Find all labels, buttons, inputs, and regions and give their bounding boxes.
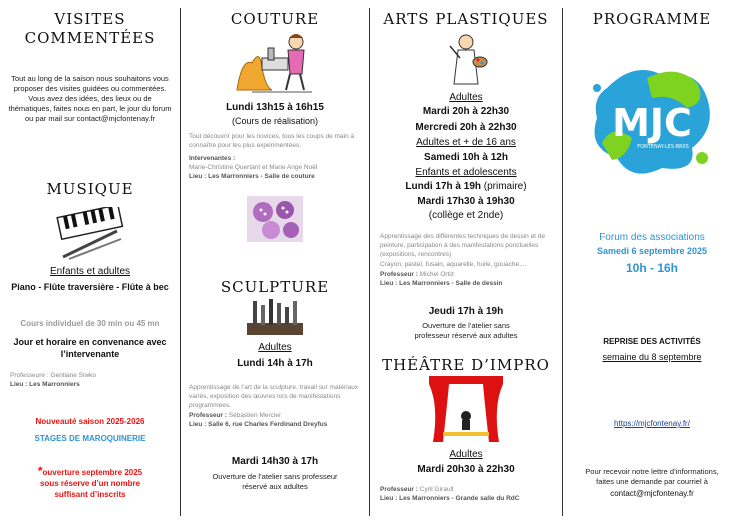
contact-email[interactable]: contact@mjcfontenay.fr <box>610 489 694 498</box>
nouveaute-title: Nouveauté saison 2025-2026 <box>35 417 145 426</box>
website-link[interactable]: https://mjcfontenay.fr/ <box>614 419 690 428</box>
arts-materiaux: Crayon, pastel, fusain, aquarelle, huile, gouache,... <box>380 261 527 268</box>
sculpture-tools-illustration <box>181 297 369 337</box>
arts-sans-prof: Ouverture de l’atelier sans professeur réservé aux adultes <box>414 321 518 340</box>
column-arts-theatre <box>370 0 562 523</box>
sculpture-audience: Adultes <box>258 342 292 353</box>
newsletter-text: Pour recevoir notre lettre d’informations, faites une demande par courriel à <box>585 467 719 486</box>
musique-lieu: Lieu : Les Marronniers <box>10 381 80 388</box>
sculpture-desc: Apprentissage de l’art de la sculpture, travail sur matériaux variés, exposition des œuvres lors de manifestations programmées. <box>189 384 359 409</box>
painter-illustration <box>370 32 562 88</box>
musique-instruments: Piano - Flûte traversière - Flûte à bec <box>11 282 169 292</box>
arts-enfants: Enfants et adolescents <box>415 167 517 178</box>
couture-horaire: Lundi 13h15 à 16h15 <box>226 102 324 113</box>
piano-flute-illustration <box>0 207 180 263</box>
couture-type: (Cours de réalisation) <box>231 116 319 126</box>
couture-title: COUTURE <box>230 10 320 28</box>
theatre-title: THÉÂTRE D’IMPRO <box>382 356 550 374</box>
theatre-horaire: Mardi 20h30 à 22h30 <box>417 464 515 475</box>
arts-horaire-5b: (collège et 2nde) <box>428 210 504 221</box>
sculpture-sans-prof: Ouverture de l’atelier sans professeur réservé aux adultes <box>212 472 338 491</box>
visites-title: VISITES COMMENTÉES <box>24 10 156 47</box>
couture-desc: Tout découvrir pour les novices, tous les coups de main à connaître pour les plus expérimentées. <box>189 133 355 149</box>
arts-prof-lieu: Professeur : Michel Ortiz Lieu : Les Marronniers - Salle de dessin <box>380 271 503 287</box>
forum-heure: 10h - 16h <box>625 261 679 275</box>
mjc-logo <box>563 48 741 198</box>
sculpture-prof-lieu: Professeur : Sébastien Mercier Lieu : Salle 6, rue Charles Ferdinand Dreyfus <box>189 412 328 428</box>
column-programme <box>563 0 741 523</box>
buttons-illustration <box>181 196 369 242</box>
theatre-prof-lieu: Professeur : Cyril Girault Lieu : Les Marronniers - Grande salle du RdC <box>380 486 520 502</box>
ouverture-note: *ouverture septembre 2025 sous réserve d’un nombre suffisant d’inscrits <box>37 464 143 499</box>
forum-date: Samedi 6 septembre 2025 <box>596 246 708 256</box>
forum-title: Forum des associations <box>599 232 705 243</box>
arts-desc: Apprentissage des différentes techniques de dessin et de peinture, participation à des manifestations ponctuelles (expositions, rencontres) <box>380 233 546 258</box>
couture-intervenantes: Intervenantes : Marie-Christine Quertant et Marie Ange Noël Lieu : Les Marronniers - Salle de couture <box>189 155 318 180</box>
musique-prof: Professeure : Gentiane Siwko <box>10 372 97 379</box>
arts-horaire-4: Lundi 17h à 19h (primaire) <box>405 181 527 192</box>
arts-horaire-3: Samedi 10h à 12h <box>424 152 508 163</box>
programme-title: PROGRAMME <box>592 10 712 28</box>
reprise-title: REPRISE DES ACTIVITÉS <box>603 337 701 346</box>
column-visites-musique <box>0 0 180 523</box>
visites-text: Tout au long de la saison nous souhaitons vous proposer des visites guidées ou commentées. Vous avez des idées, des lieux ou de thématiques, faites nous en part, le jour du forum ou par mail sur contact@mjcfontenay.fr <box>8 74 172 123</box>
sculpture-title: SCULPTURE <box>220 278 330 296</box>
musique-cours: Cours individuel de 30 min ou 45 mn <box>20 319 160 328</box>
arts-horaire-5: Mardi 17h30 à 19h30 <box>417 196 515 207</box>
musique-title: MUSIQUE <box>46 180 134 198</box>
reprise-semaine: semaine du 8 septembre <box>602 352 702 362</box>
sculpture-horaire2: Mardi 14h30 à 17h <box>231 456 319 467</box>
column-couture-sculpture <box>181 0 369 523</box>
stages-maroquinerie: STAGES DE MAROQUINERIE <box>34 434 146 443</box>
arts-horaire-2: Mercredi 20h à 22h30 <box>415 122 517 133</box>
arts-adultes16: Adultes et + de 16 ans <box>416 137 516 148</box>
mjc-logo-text: MJC <box>612 101 692 145</box>
mjc-logo-subtext: FONTENAY-LES-BRIIS <box>637 144 689 150</box>
arts-jeudi: Jeudi 17h à 19h <box>428 306 504 317</box>
musique-horaire: Jour et horaire en convenance avec l’intervenante <box>13 337 167 359</box>
sculpture-horaire: Lundi 14h à 17h <box>237 358 313 369</box>
musique-audience: Enfants et adultes <box>49 266 131 277</box>
sewing-illustration <box>181 28 369 94</box>
arts-horaire-1: Mardi 20h à 22h30 <box>422 106 510 117</box>
arts-adultes: Adultes <box>449 92 483 103</box>
arts-title: ARTS PLASTIQUES <box>383 10 549 28</box>
theatre-stage-illustration <box>370 376 562 446</box>
theatre-audience: Adultes <box>449 449 483 460</box>
